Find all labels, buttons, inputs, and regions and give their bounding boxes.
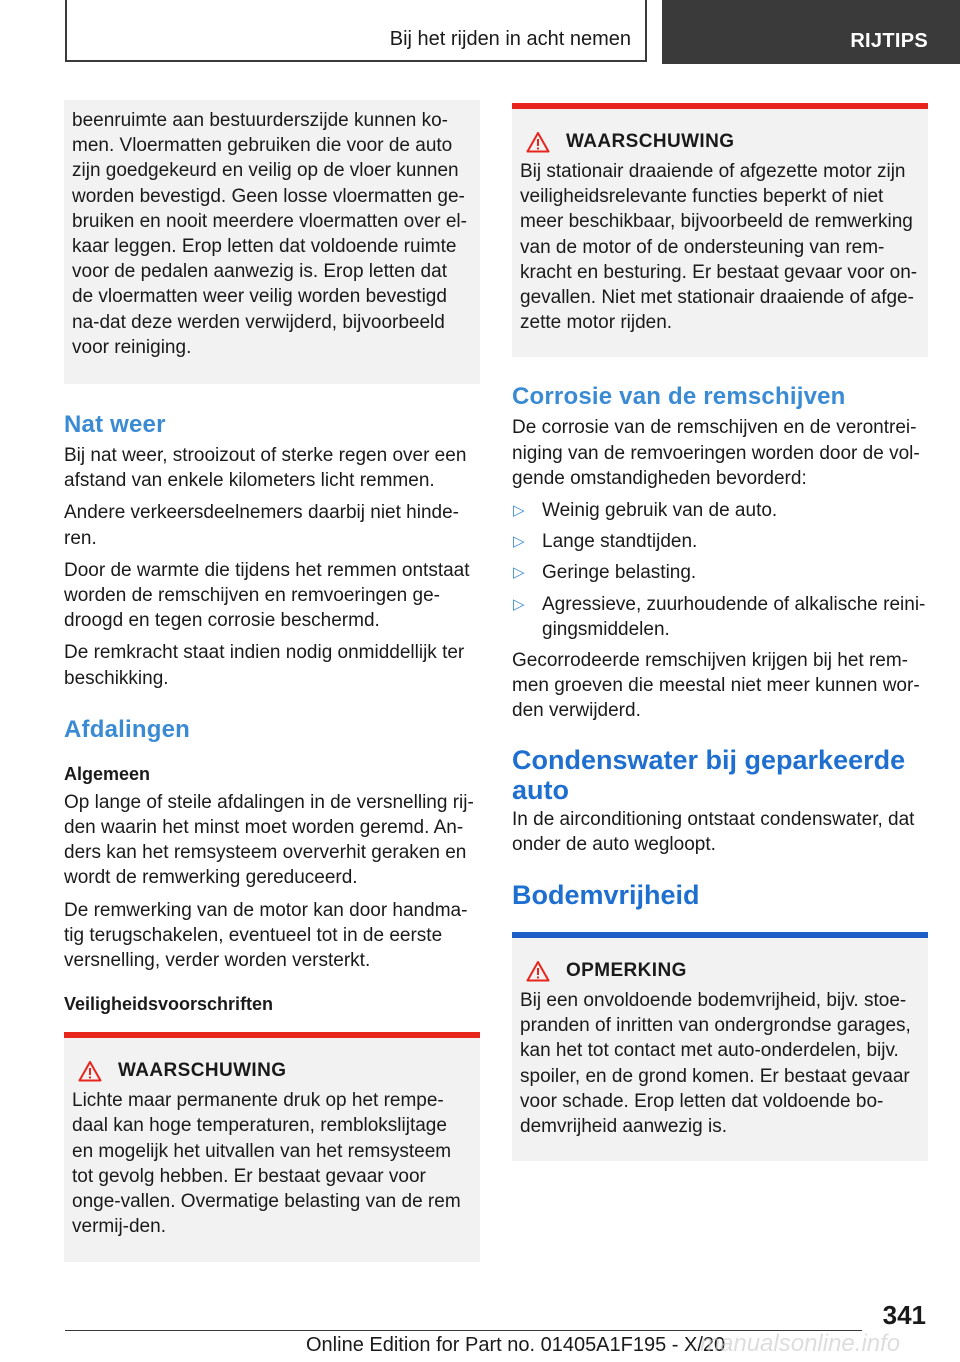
paragraph: Gecorrodeerde remschijven krijgen bij het rem-men groeven die meestal niet meer kunnen wor-den verwijderd.	[512, 650, 920, 722]
paragraph: In de airconditioning ontstaat condenswater, dat onder de auto wegloopt.	[512, 808, 915, 855]
subsection-title-safety: Veiligheidsvoorschriften	[64, 994, 274, 1015]
warning-title: WAARSCHUWING	[118, 1060, 287, 1082]
page-number: 341	[882, 1300, 926, 1330]
warning-text: Lichte maar permanente druk op het rempe-daal kan hoge temperaturen, remblokslijtage en mogelijk het uitvallen van het remsysteem tot gevolg hebben. Er bestaat gevaar voor onge-vallen. Overmatige belasting van de rem vermij-den.	[72, 1090, 461, 1238]
floor-mat-text: beenruimte aan bestuurderszijde kunnen ko-men. Vloermatten gebruiken die voor de auto zijn goedgekeurd en veilig op de vloer kunnen worden bevestigd. Geen losse vloermatten ge-bruiken en nooit meerdere vloermatten over el-kaar leggen. Erop letten dat voldoende ruimte voor de pedalen aanwezig is. Erop letten dat de vloermatten weer veilig worden bevestigd na-dat deze werden verwijderd, bijvoorbeeld voor reiniging.	[72, 110, 467, 358]
warning-text: Bij stationair draaiende of afgezette motor zijn veiligheidsrelevante functies beperkt of niet meer beschikbaar, bijvoorbeeld de remwerking van de motor of de ondersteuning van rem-kracht en besturing. Er bestaat gevaar voor on-gevallen. Niet met stationair draaiende of afge-zette motor rijden.	[520, 161, 918, 334]
list-item: ▷ Agressieve, zuurhoudende of alkalische reini-gingsmiddelen.	[512, 592, 928, 642]
left-column	[64, 100, 480, 1262]
header-section-title: Bij het rijden in acht nemen	[389, 28, 631, 50]
list-item: ▷ Weinig gebruik van de auto.	[512, 498, 928, 523]
paragraph: De corrosie van de remschijven en de verontrei-niging van de remvoeringen worden door de vol-gende omstandigheden bevorderd:	[512, 417, 920, 489]
paragraph: Andere verkeersdeelnemers daarbij niet hinde-ren.	[64, 502, 460, 549]
paragraph: De remkracht staat indien nodig onmiddellijk ter beschikking.	[64, 642, 465, 689]
watermark: manualsonline.info	[700, 1330, 901, 1357]
right-column	[512, 103, 928, 1161]
warning-box	[512, 103, 928, 357]
paragraph: Door de warmte die tijdens het remmen ontstaat worden de remschijven en remvoeringen ge-droogd en tegen corrosie beschermd.	[64, 559, 470, 632]
warning-triangle-icon	[526, 131, 550, 153]
list-item: ▷ Geringe belasting.	[512, 560, 928, 585]
footer-edition: Online Edition for Part no. 01405A1F195 - X/20	[306, 1334, 726, 1356]
warning-title: WAARSCHUWING	[566, 131, 735, 152]
list-item: ▷ Lange standtijden.	[512, 529, 928, 554]
warning-heading	[520, 131, 920, 153]
warning-triangle-icon	[526, 960, 550, 982]
warning-box	[64, 1032, 480, 1261]
note-box	[512, 932, 928, 1161]
section-title-ground-clearance: Bodemvrijheid	[512, 880, 700, 911]
section-title-condensation: Condenswater bij geparkeerde auto	[512, 744, 906, 805]
warning-heading	[72, 1060, 472, 1082]
paragraph: Op lange of steile afdalingen in de versnelling rij-den waarin het minst moet worden geremd. An-ders kan het remsysteem oververhit geraken en wordt de remwerking gereduceerd.	[64, 791, 474, 889]
header-chapter-tab	[662, 0, 960, 64]
section-title-wet-weather: Nat weer	[64, 411, 166, 439]
section-title-descents: Afdalingen	[64, 715, 190, 743]
warning-triangle-icon	[78, 1060, 102, 1082]
paragraph: De remwerking van de motor kan door handma-tig terugschakelen, eventueel tot in de eerste versnelling, verder worden versterkt.	[64, 899, 468, 972]
header-chapter-title: RIJTIPS	[850, 30, 928, 52]
triangle-bullet-icon: ▷	[513, 564, 525, 582]
subsection-title-general: Algemeen	[64, 763, 151, 784]
triangle-bullet-icon: ▷	[513, 533, 525, 551]
note-text: Bij een onvoldoende bodemvrijheid, bijv. stoe-pranden of inritten van ondergrondse garages, kan het tot contact met auto-onderdelen, bijv. spoiler, en de grond komen. Er bestaat gevaar voor schade. Erop letten dat voldoende bo-demvrijheid aanwezig is.	[520, 990, 911, 1138]
floor-mat-infobox	[64, 100, 480, 384]
paragraph: Bij nat weer, strooizout of sterke regen over een afstand van enkele kilometers licht remmen.	[64, 445, 467, 492]
section-title-corrosion: Corrosie van de remschijven	[512, 383, 846, 411]
triangle-bullet-icon: ▷	[513, 595, 525, 613]
note-heading	[520, 960, 920, 982]
header-section-box	[65, 0, 647, 62]
note-title: OPMERKING	[566, 960, 687, 982]
triangle-bullet-icon: ▷	[513, 502, 525, 520]
corrosion-list	[512, 498, 928, 642]
